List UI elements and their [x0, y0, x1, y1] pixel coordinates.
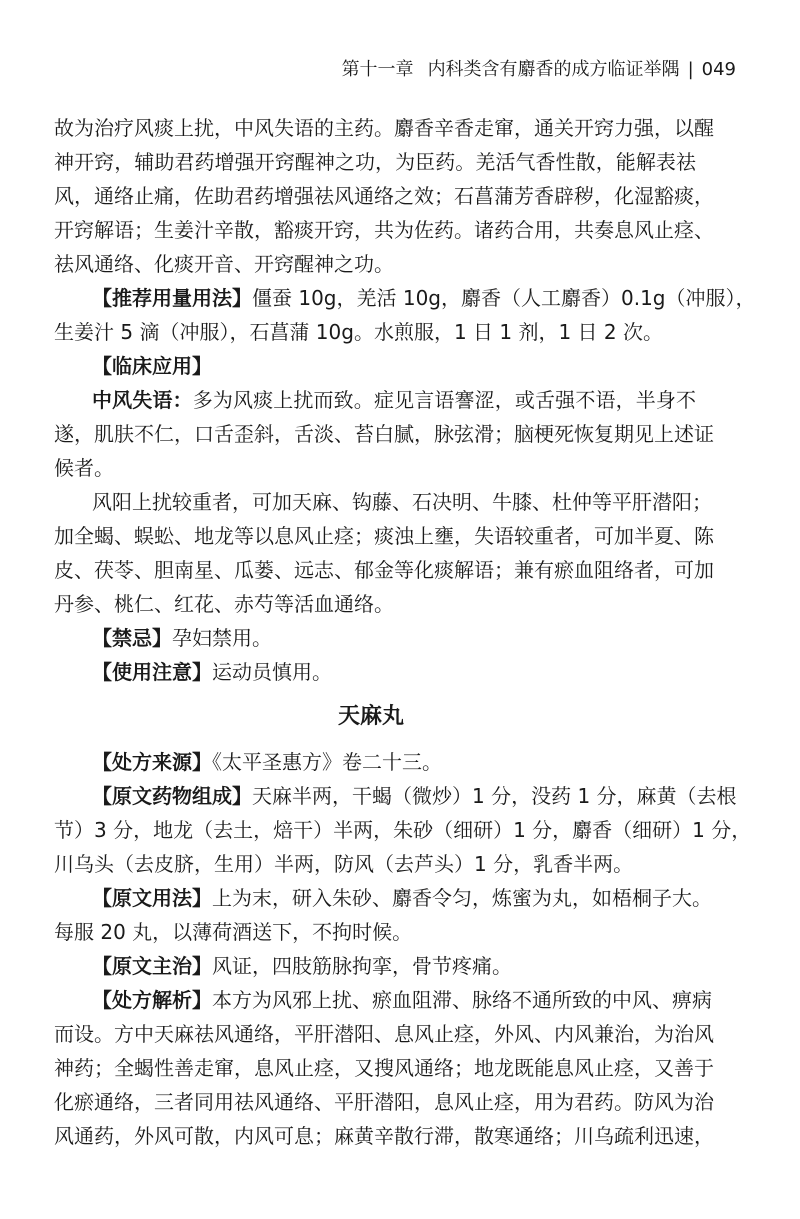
indication-text: 风证，四肢筋脉拘挛，骨节疼痛。: [212, 954, 512, 978]
caution: [54, 655, 696, 689]
dosage-text: 僵蚕 10g，羌活 10g，麝香（人工麝香）0.1g（冲服），: [252, 286, 756, 310]
analysis-line: 而设。方中天麻祛风通络，平肝潜阳、息风止痉，外风、内风兼治，为治风: [54, 1022, 714, 1046]
indication: [54, 949, 696, 983]
dosage-line: 生姜汁 5 滴（冲服），石菖蒲 10g。水煎服，1 日 1 剂，1 日 2 次。: [54, 320, 663, 344]
chapter-title: 内科类含有麝香的成方临证举隅: [427, 59, 680, 80]
source: [54, 745, 696, 779]
caution-text: 运动员慎用。: [212, 660, 332, 684]
page-body: [54, 111, 756, 1153]
text-line: 故为治疗风痰上扰，中风失语的主药。麝香辛香走窜，通关开窍力强，以醒: [54, 116, 714, 140]
chapter-number: 第十一章: [341, 59, 414, 80]
modify-line: 皮、茯苓、胆南星、瓜蒌、远志、郁金等化痰解语；兼有瘀血阻络者，可加: [54, 558, 714, 582]
clinical-label: 【临床应用】: [92, 354, 212, 378]
formula-title: 天麻丸: [337, 704, 404, 729]
analysis-text: 本方为风邪上扰、瘀血阻滞、脉络不通所致的中风、痹病: [212, 988, 712, 1012]
contra-text: 孕妇禁用。: [172, 626, 272, 650]
dosage-label: 【推荐用量用法】: [92, 286, 252, 310]
stroke-line: 候者。: [54, 456, 114, 480]
analysis-line: 神药；全蝎性善走窜，息风止痉，又搜风通络；地龙既能息风止痉，又善于: [54, 1056, 714, 1080]
contraindication: [54, 621, 696, 655]
modify-line: 丹参、桃仁、红花、赤芍等活血通络。: [54, 592, 394, 616]
source-text: 《太平圣惠方》卷二十三。: [212, 750, 442, 774]
usage-line: [54, 881, 712, 915]
analysis-line: [54, 983, 712, 1017]
header-separator: |: [687, 59, 694, 80]
stroke-text: 多为风痰上扰而致。症见言语謇涩，或舌强不语，半身不: [192, 388, 697, 412]
composition-line: 节）3 分，地龙（去土，焙干）半两，朱砂（细研）1 分，麝香（细研）1 分，: [54, 818, 752, 842]
page-number: 049: [701, 59, 736, 80]
running-header: [342, 56, 736, 84]
modify-line: 加全蝎、蜈蚣、地龙等以息风止痉；痰浊上壅，失语较重者，可加半夏、陈: [54, 524, 714, 548]
analysis-label: 【处方解析】: [92, 988, 212, 1012]
composition-text: 天麻半两，干蝎（微炒）1 分，没药 1 分，麻黄（去根: [252, 784, 737, 808]
stroke-line: 遂，肌肤不仁，口舌歪斜，舌淡、苔白腻，脉弦滑；脑梗死恢复期见上述证: [54, 422, 714, 446]
stroke-line: [54, 383, 696, 417]
text-line: 开窍解语；生姜汁辛散，豁痰开窍，共为佐药。诸药合用，共奏息风止痉、: [54, 218, 714, 242]
usage-text: 上为末，研入朱砂、麝香令匀，炼蜜为丸，如梧桐子大。: [212, 886, 712, 910]
text-line: 风，通络止痛，佐助君药增强祛风通络之效；石菖蒲芳香辟秽，化湿豁痰，: [54, 184, 714, 208]
composition-line: 川乌头（去皮脐，生用）半两，防风（去芦头）1 分，乳香半两。: [54, 852, 634, 876]
contra-label: 【禁忌】: [92, 626, 172, 650]
stroke-label: 中风失语：: [92, 388, 193, 412]
composition-label: 【原文药物组成】: [92, 784, 252, 808]
text-line: 神开窍，辅助君药增强开窍醒神之功，为臣药。羌活气香性散，能解表祛: [54, 150, 696, 174]
source-label: 【处方来源】: [92, 750, 212, 774]
usage-label: 【原文用法】: [92, 886, 212, 910]
usage-line: 每服 20 丸，以薄荷酒送下，不拘时候。: [54, 920, 413, 944]
indication-label: 【原文主治】: [92, 954, 212, 978]
text-line: 祛风通络、化痰开音、开窍醒神之功。: [54, 252, 394, 276]
analysis-line: 风通药，外风可散，内风可息；麻黄辛散行滞，散寒通络；川乌疏利迅速，: [54, 1124, 714, 1148]
modify-line: 风阳上扰较重者，可加天麻、钩藤、石决明、牛膝、杜仲等平肝潜阳；: [92, 490, 712, 514]
analysis-line: 化瘀通络，三者同用祛风通络、平肝潜阳，息风止痉，用为君药。防风为治: [54, 1090, 714, 1114]
dosage-line: [54, 281, 756, 315]
composition-line: [54, 779, 737, 813]
caution-label: 【使用注意】: [92, 660, 212, 684]
